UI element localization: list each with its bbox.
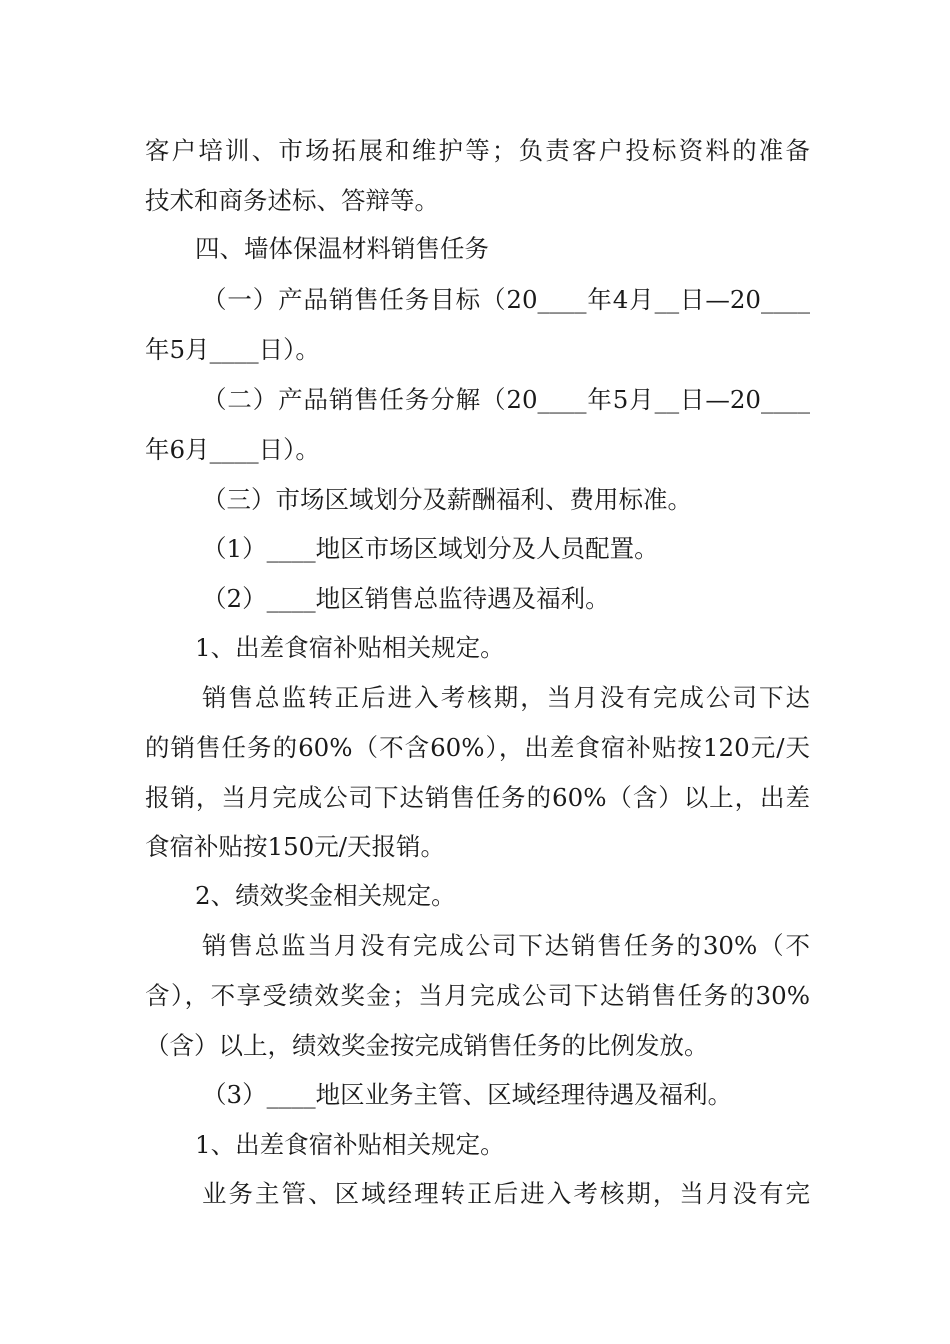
- body-text-line: 业务主管、区域经理转正后进入考核期，当月没有完: [202, 1179, 810, 1208]
- body-text-line: 技术和商务述标、答辩等。: [145, 186, 439, 215]
- section-heading: 四、墙体保温材料销售任务: [195, 234, 489, 263]
- body-text-line: 年6月____日）。: [145, 435, 320, 464]
- list-item: 2、绩效奖金相关规定。: [195, 881, 456, 910]
- list-item: （2）____地区销售总监待遇及福利。: [202, 584, 610, 613]
- body-text-line: 的销售任务的60%（不含60%），出差食宿补贴按120元/天: [145, 733, 810, 762]
- body-text-line: 含），不享受绩效奖金；当月完成公司下达销售任务的30%: [145, 981, 810, 1010]
- body-text-line: 食宿补贴按150元/天报销。: [145, 832, 446, 861]
- list-item: 1、出差食宿补贴相关规定。: [195, 633, 505, 662]
- body-text-line: 报销，当月完成公司下达销售任务的60%（含）以上，出差: [145, 783, 810, 812]
- list-item: （1）____地区市场区域划分及人员配置。: [202, 534, 659, 563]
- list-item: （3）____地区业务主管、区域经理待遇及福利。: [202, 1080, 733, 1109]
- subsection-heading: （三）市场区域划分及薪酬福利、费用标准。: [202, 485, 692, 514]
- body-text-line: 销售总监当月没有完成公司下达销售任务的30%（不: [202, 931, 810, 960]
- body-text-line: 客户培训、市场拓展和维护等；负责客户投标资料的准备: [145, 136, 810, 165]
- list-item: 1、出差食宿补贴相关规定。: [195, 1130, 505, 1159]
- body-text-line: 年5月____日）。: [145, 335, 320, 364]
- body-text-line: 销售总监转正后进入考核期，当月没有完成公司下达: [202, 683, 810, 712]
- subsection-heading: （一）产品销售任务目标（20____年4月__日—20____: [202, 285, 810, 314]
- body-text-line: （含）以上，绩效奖金按完成销售任务的比例发放。: [145, 1031, 709, 1060]
- subsection-heading: （二）产品销售任务分解（20____年5月__日—20____: [202, 385, 810, 414]
